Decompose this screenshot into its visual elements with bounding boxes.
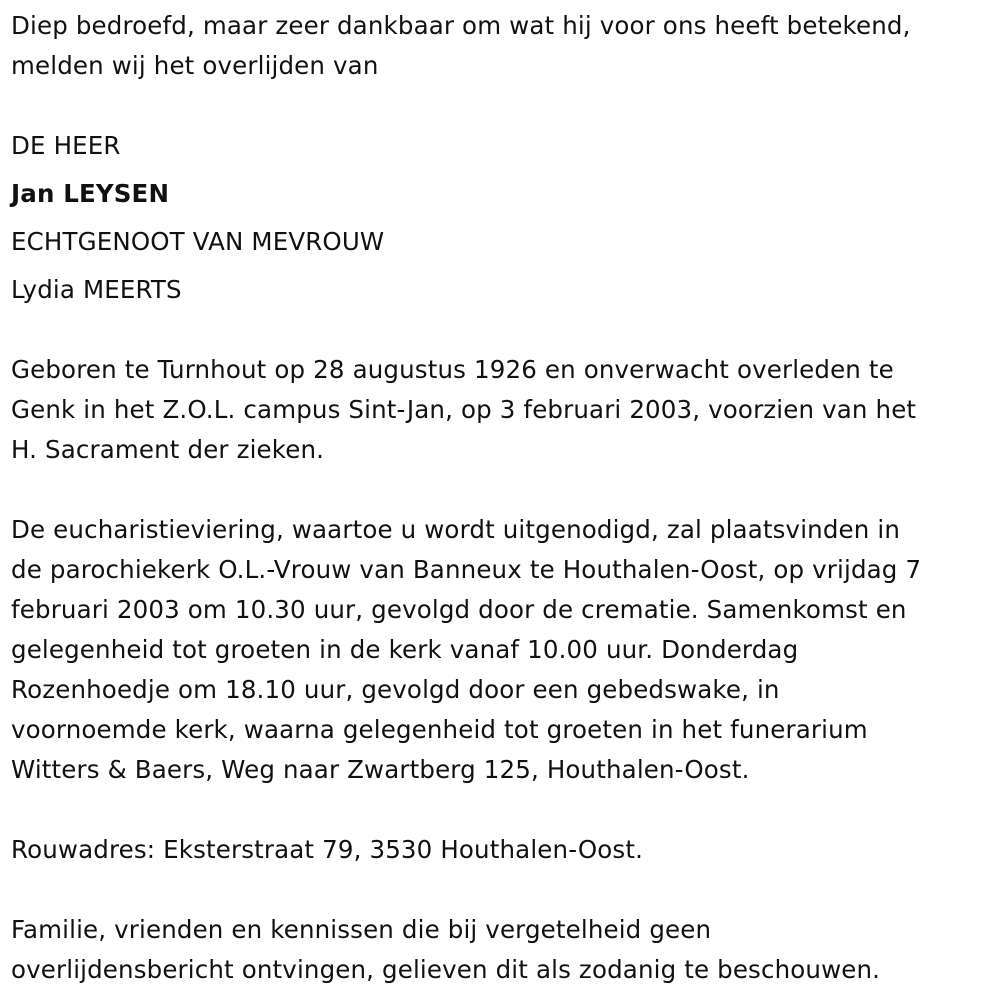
spacer bbox=[11, 310, 996, 350]
intro-line-1: Diep bedroefd, maar zeer dankbaar om wat hij voor ons heeft betekend, bbox=[11, 11, 911, 40]
mourning-address: Rouwadres: Eksterstraat 79, 3530 Houthalen-Oost. bbox=[11, 835, 644, 864]
birth-death-paragraph bbox=[11, 350, 996, 470]
closing-paragraph bbox=[11, 910, 996, 990]
intro-paragraph bbox=[11, 6, 996, 86]
birth-death-line-2: Genk in het Z.O.L. campus Sint-Jan, op 3 februari 2003, voorzien van het bbox=[11, 395, 917, 424]
spacer bbox=[11, 86, 996, 126]
ceremony-line-7: Witters & Baers, Weg naar Zwartberg 125, Houthalen-Oost. bbox=[11, 755, 750, 784]
spacer bbox=[11, 870, 996, 910]
spouse-name: Lydia MEERTS bbox=[11, 275, 182, 304]
deceased-block bbox=[11, 122, 996, 314]
ceremony-line-4: gelegenheid tot groeten in de kerk vanaf 10.00 uur. Donderdag bbox=[11, 635, 799, 664]
ceremony-line-2: de parochiekerk O.L.-Vrouw van Banneux te Houthalen-Oost, op vrijdag 7 bbox=[11, 555, 922, 584]
ceremony-line-5: Rozenhoedje om 18.10 uur, gevolgd door een gebedswake, in bbox=[11, 675, 780, 704]
birth-death-line-3: H. Sacrament der zieken. bbox=[11, 435, 325, 464]
ceremony-line-3: februari 2003 om 10.30 uur, gevolgd door de crematie. Samenkomst en bbox=[11, 595, 907, 624]
deceased-relation: ECHTGENOOT VAN MEVROUW bbox=[11, 227, 385, 256]
spacer bbox=[11, 790, 996, 830]
ceremony-line-6: voornoemde kerk, waarna gelegenheid tot groeten in het funerarium bbox=[11, 715, 868, 744]
ceremony-paragraph bbox=[11, 510, 996, 790]
obituary-document bbox=[11, 6, 996, 990]
closing-line-1: Familie, vrienden en kennissen die bij vergetelheid geen bbox=[11, 915, 712, 944]
intro-line-2: melden wij het overlijden van bbox=[11, 51, 379, 80]
spacer bbox=[11, 470, 996, 510]
birth-death-line-1: Geboren te Turnhout op 28 augustus 1926 en onverwacht overleden te bbox=[11, 355, 894, 384]
ceremony-line-1: De eucharistieviering, waartoe u wordt uitgenodigd, zal plaatsvinden in bbox=[11, 515, 901, 544]
deceased-title: DE HEER bbox=[11, 131, 121, 160]
deceased-name: Jan LEYSEN bbox=[11, 179, 170, 208]
closing-line-2: overlijdensbericht ontvingen, gelieven dit als zodanig te beschouwen. bbox=[11, 955, 881, 984]
address-paragraph bbox=[11, 830, 996, 870]
